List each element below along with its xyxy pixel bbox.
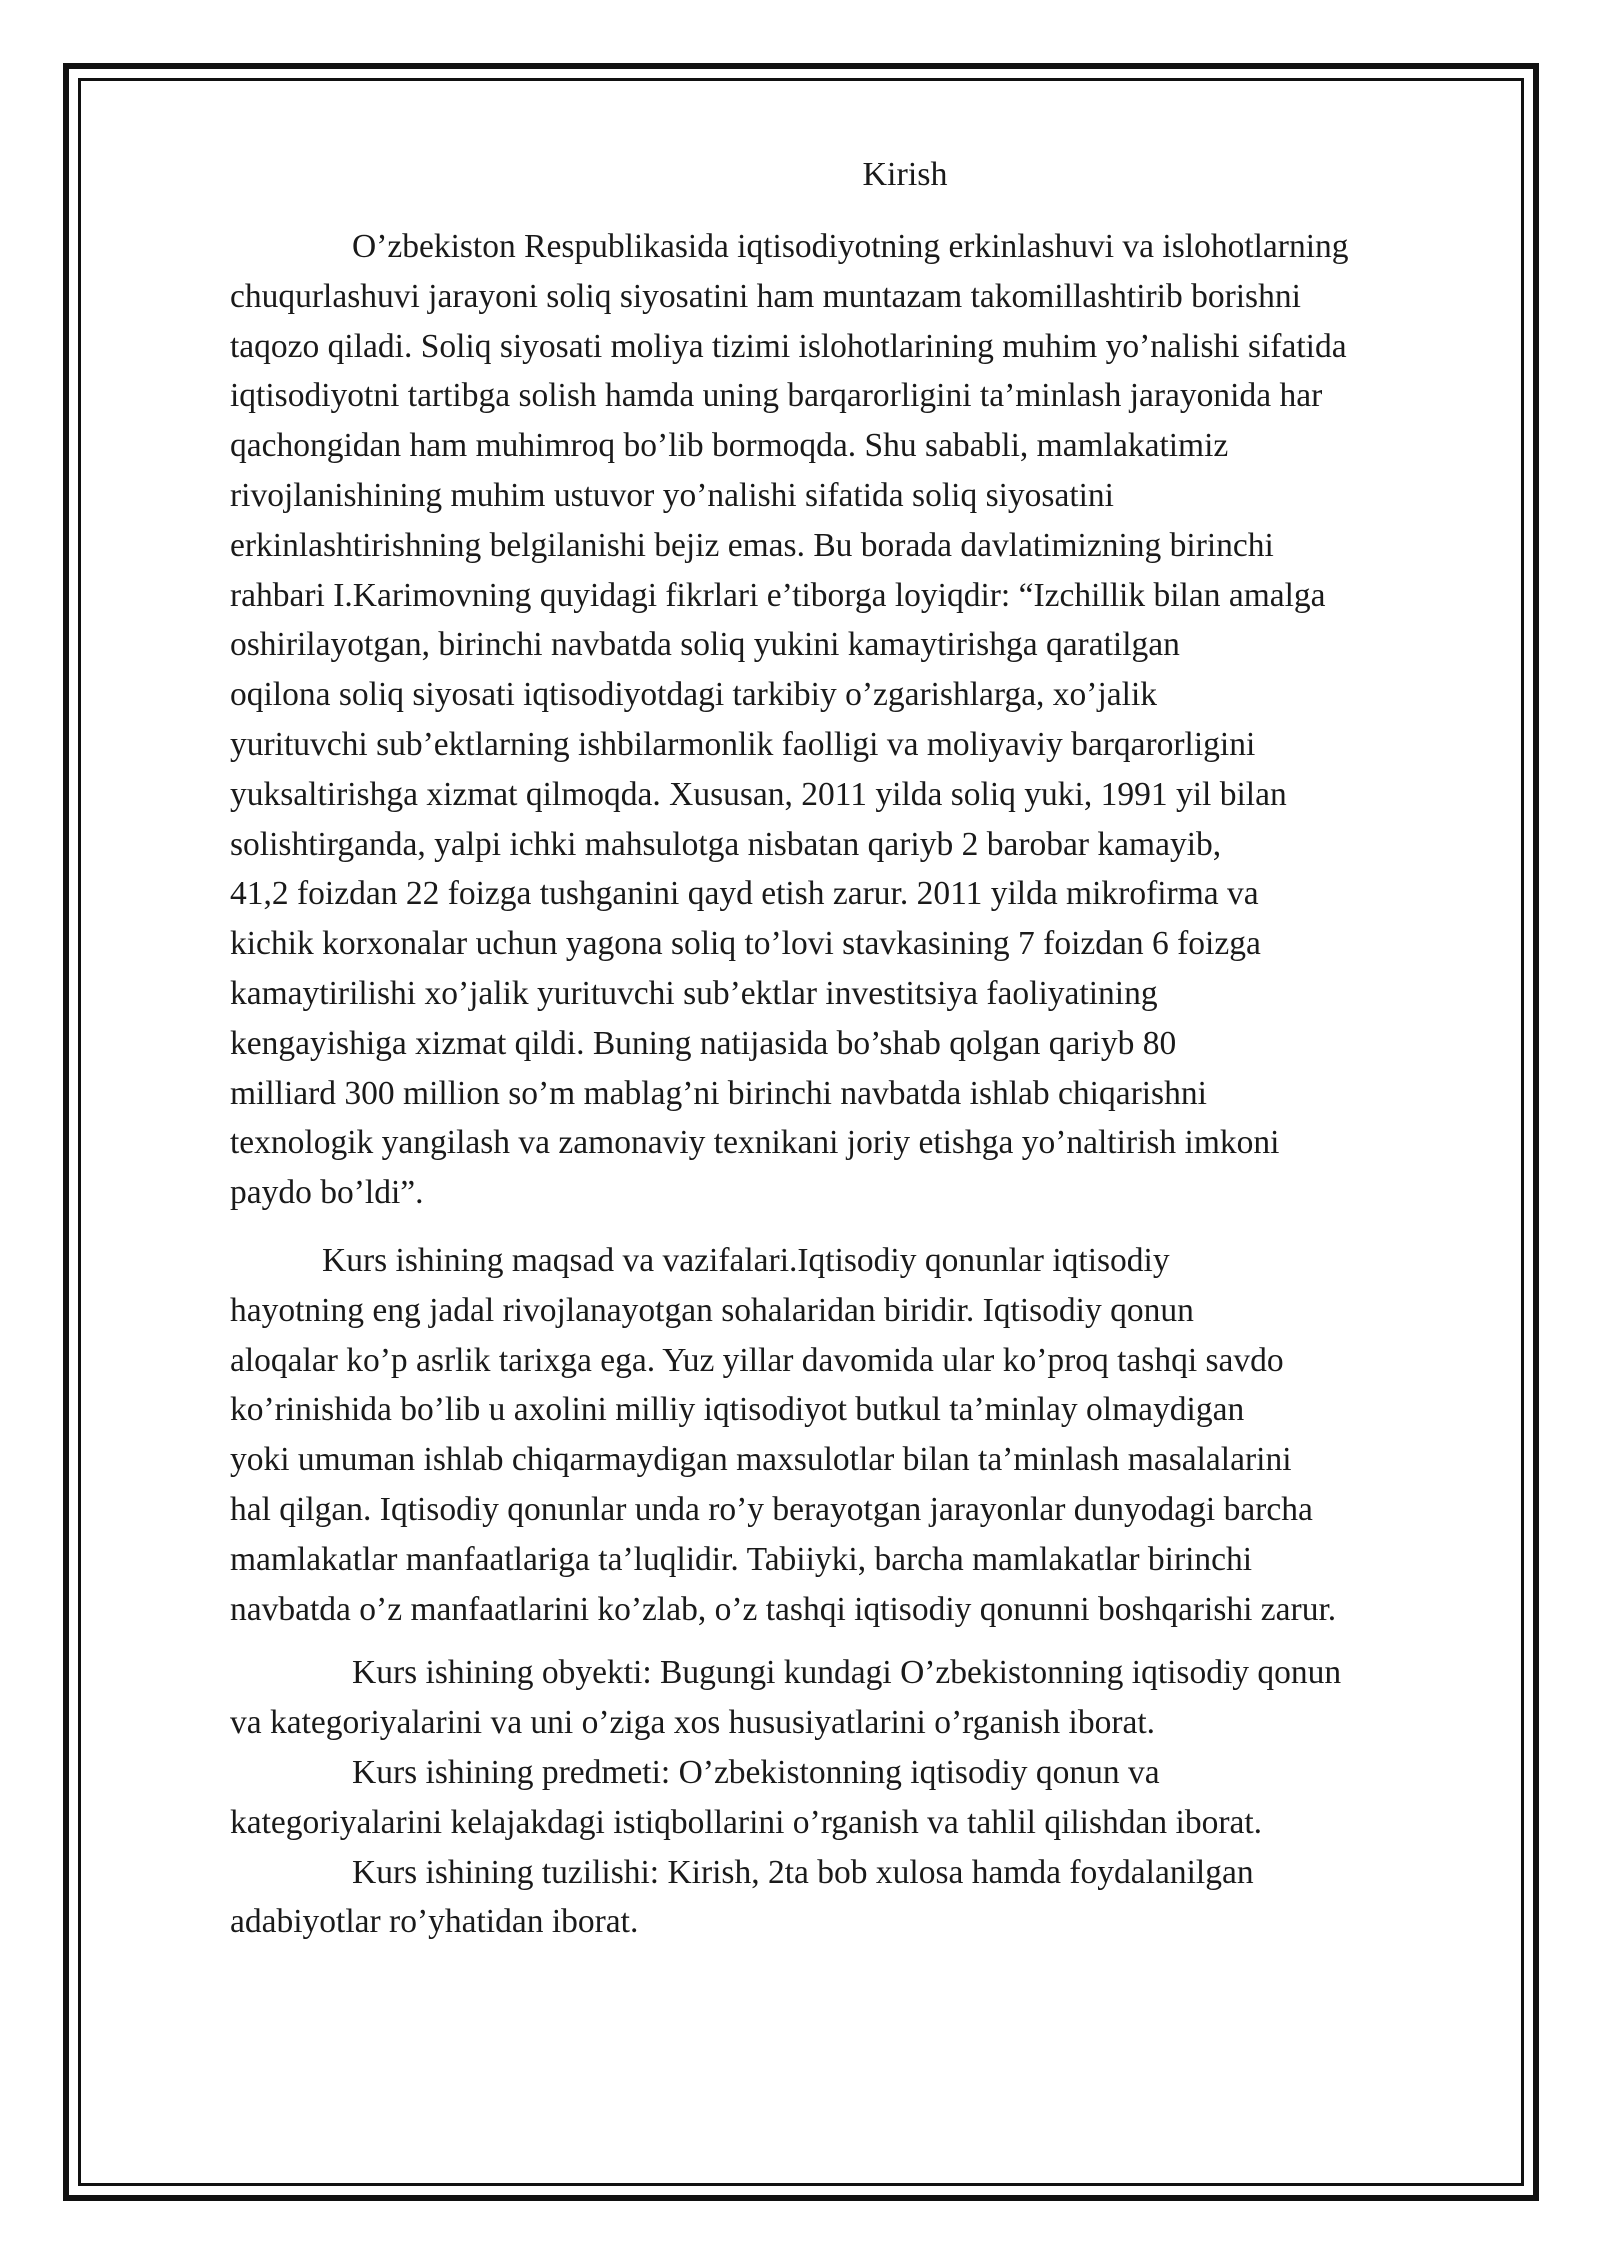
text-line: O’zbekiston Respublikasida iqtisodiyotning erkinlashuvi va islohotlarning — [352, 228, 1349, 265]
text-line: navbatda o’z manfaatlarini ko’zlab, o’z tashqi iqtisodiy qonunni boshqarishi zarur. — [230, 1590, 1337, 1628]
text-line: adabiyotlar ro’yhatidan iborat. — [230, 1903, 639, 1941]
paragraph-structure — [230, 1848, 1500, 1948]
text-line: 41,2 foizdan 22 foizga tushganini qayd etish zarur. 2011 yilda mikrofirma va — [230, 875, 1259, 913]
text-line: oshirilayotgan, birinchi navbatda soliq yukini kamaytirishga qaratilgan — [230, 626, 1180, 664]
text-line: chuqurlashuvi jarayoni soliq siyosatini ham muntazam takomillashtirib borishni — [230, 277, 1301, 315]
text-line: kichik korxonalar uchun yagona soliq to’lovi stavkasining 7 foizdan 6 foizga — [230, 925, 1261, 963]
text-line: Kurs ishining predmeti: O’zbekistonning iqtisodiy qonun va — [352, 1753, 1160, 1791]
document-body — [230, 150, 1500, 1947]
text-line: rahbari I.Karimovning quyidagi fikrlari e’tiborga loyiqdir: “Izchillik bilan amalga — [230, 576, 1326, 614]
text-line: yoki umuman ishlab chiqarmaydigan maxsulotlar bilan ta’minlash masalalarini — [230, 1441, 1292, 1479]
text-line: va kategoriyalarini va uni o’ziga xos hususiyatlarini o’rganish iborat. — [230, 1704, 1156, 1742]
text-line: rivojlanishining muhim ustuvor yo’nalishi sifatida soliq siyosatini — [230, 476, 1114, 514]
text-line: mamlakatlar manfaatlariga ta’luqlidir. Tabiiyki, barcha mamlakatlar birinchi — [230, 1540, 1253, 1578]
paragraph-goals — [230, 1236, 1500, 1634]
text-line: texnologik yangilash va zamonaviy texnikani joriy etishga yo’naltirish imkoni — [230, 1124, 1280, 1162]
text-line: kamaytirilishi xo’jalik yurituvchi sub’ektlar investitsiya faoliyatining — [230, 974, 1158, 1012]
paragraph-subject — [230, 1748, 1500, 1848]
text-line: Kurs ishining tuzilishi: Kirish, 2ta bob xulosa hamda foydalanilgan — [352, 1853, 1254, 1891]
text-line: kengayishiga xizmat qildi. Buning natijasida bo’shab qolgan qariyb 80 — [230, 1024, 1177, 1062]
text-line: hayotning eng jadal rivojlanayotgan sohalaridan biridir. Iqtisodiy qonun — [230, 1291, 1194, 1329]
text-line: paydo bo’ldi”. — [230, 1174, 424, 1212]
text-line: milliard 300 million so’m mablag’ni birinchi navbatda ishlab chiqarishni — [230, 1074, 1207, 1112]
text-line: aloqalar ko’p asrlik tarixga ega. Yuz yillar davomida ular ko’proq tashqi savdo — [230, 1341, 1284, 1379]
paragraph-object — [230, 1648, 1500, 1748]
text-line: erkinlashtirishning belgilanishi bejiz emas. Bu borada davlatimizning birinchi — [230, 526, 1274, 564]
text-line: Kurs ishining maqsad va vazifalari.Iqtisodiy qonunlar iqtisodiy — [322, 1241, 1170, 1279]
page-title: Kirish — [862, 156, 948, 193]
text-line: ko’rinishida bo’lib u axolini milliy iqtisodiyot butkul ta’minlay olmaydigan — [230, 1391, 1245, 1429]
text-line: oqilona soliq siyosati iqtisodiyotdagi tarkibiy o’zgarishlarga, xo’jalik — [230, 676, 1158, 714]
paragraph-intro — [230, 222, 1500, 1218]
text-line: yurituvchi sub’ektlarning ishbilarmonlik faolligi va moliyaviy barqarorligini — [230, 725, 1256, 763]
text-line: qachongidan ham muhimroq bo’lib bormoqda. Shu sababli, mamlakatimiz — [230, 427, 1229, 465]
text-line: Kurs ishining obyekti: Bugungi kundagi O’zbekistonning iqtisodiy qonun — [352, 1654, 1342, 1692]
text-line: yuksaltirishga xizmat qilmoqda. Xususan, 2011 yilda soliq yuki, 1991 yil bilan — [230, 775, 1287, 813]
text-line: taqozo qiladi. Soliq siyosati moliya tizimi islohotlarining muhim yo’nalishi sifatida — [230, 327, 1347, 365]
text-line: hal qilgan. Iqtisodiy qonunlar unda ro’y berayotgan jarayonlar dunyodagi barcha — [230, 1490, 1313, 1528]
text-line: kategoriyalarini kelajakdagi istiqbollarini o’rganish va tahlil qilishdan iborat. — [230, 1803, 1263, 1841]
text-line: iqtisodiyotni tartibga solish hamda uning barqarorligini ta’minlash jarayonida har — [230, 377, 1323, 415]
text-line: solishtirganda, yalpi ichki mahsulotga nisbatan qariyb 2 barobar kamayib, — [230, 825, 1222, 863]
